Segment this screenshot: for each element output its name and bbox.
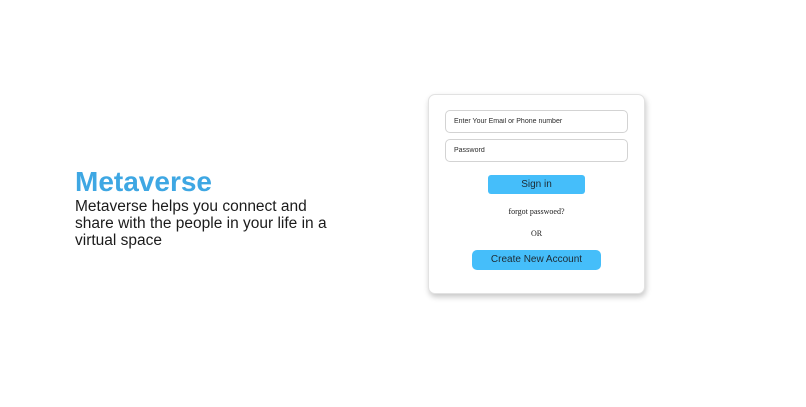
- forgot-password-link[interactable]: forgot passwoed?: [508, 207, 565, 216]
- sign-in-button[interactable]: Sign in: [488, 175, 585, 194]
- brand-block: [75, 166, 345, 249]
- login-card: [428, 94, 645, 294]
- email-or-phone-input[interactable]: [445, 110, 628, 133]
- brand-title: Metaverse: [75, 166, 212, 197]
- or-divider: OR: [530, 229, 543, 238]
- password-input[interactable]: [445, 139, 628, 162]
- brand-tagline: Metaverse helps you connect and share with the people in your life in a virtual space: [75, 198, 327, 249]
- create-new-account-button[interactable]: Create New Account: [472, 250, 601, 270]
